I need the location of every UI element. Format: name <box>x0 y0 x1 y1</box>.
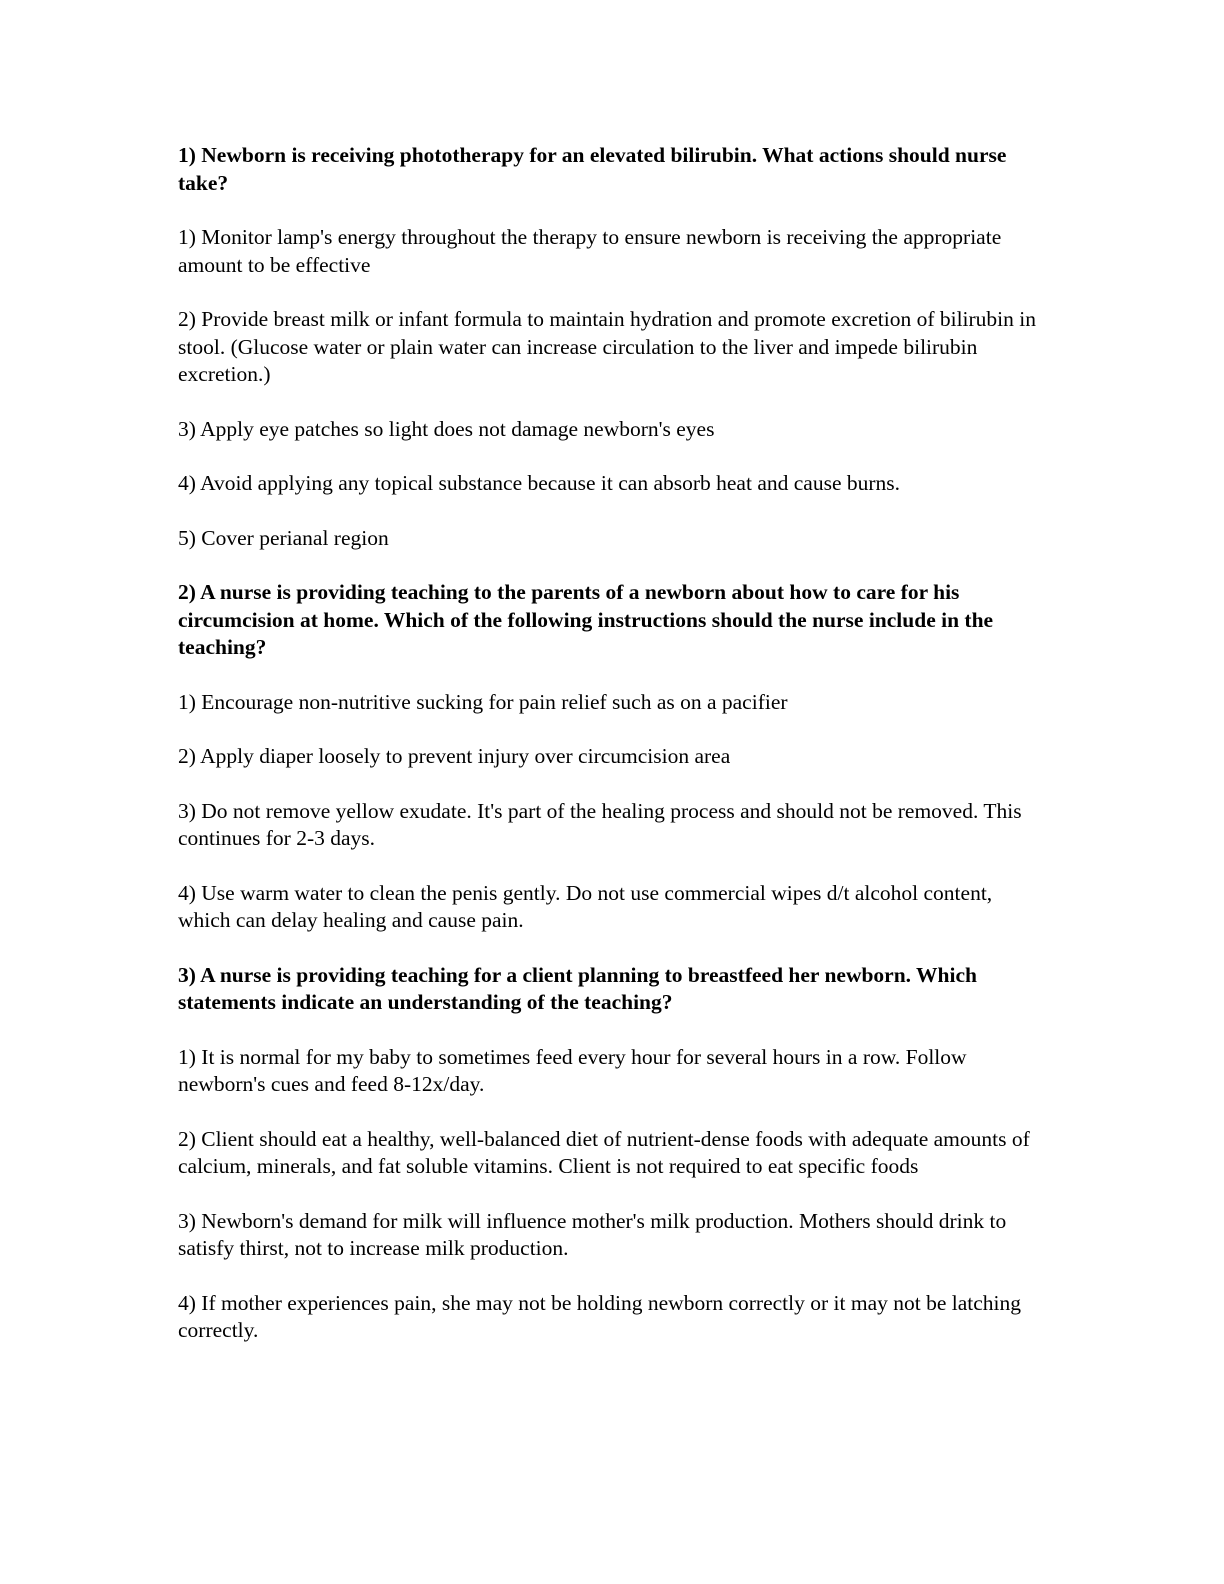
question-1: 1) Newborn is receiving phototherapy for an elevated bilirubin. What actions should nurse take? <box>178 143 1007 195</box>
answer-1-4: 4) Avoid applying any topical substance because it can absorb heat and cause burns. <box>178 471 901 495</box>
answer-3-2: 2) Client should eat a healthy, well-balanced diet of nutrient-dense foods with adequate amounts of calcium, minerals, and fat soluble vitamins. Client is not required to eat specific foods <box>178 1126 1030 1178</box>
answer-2-4: 4) Use warm water to clean the penis gently. Do not use commercial wipes d/t alcohol content, which can delay healing and cause pain. <box>178 880 993 932</box>
answer-2-1: 1) Encourage non-nutritive sucking for pain relief such as on a pacifier <box>178 689 788 714</box>
document-page <box>178 142 1048 1372</box>
answer-2-3: 3) Do not remove yellow exudate. It's part of the healing process and should not be removed. This continues for 2-3 days. <box>178 798 1022 850</box>
answer-1-2: 2) Provide breast milk or infant formula to maintain hydration and promote excretion of bilirubin in stool. (Glucose water or plain water can increase circulation to the liver and impede bilirubin excretion.) <box>178 307 1037 386</box>
answer-2-2: 2) Apply diaper loosely to prevent injury over circumcision area <box>178 744 731 768</box>
answer-3-4: 4) If mother experiences pain, she may not be holding newborn correctly or it may not be latching correctly. <box>178 1290 1022 1342</box>
answer-3-1: 1) It is normal for my baby to sometimes feed every hour for several hours in a row. Follow newborn's cues and feed 8-12x/day. <box>178 1044 967 1096</box>
answer-1-3: 3) Apply eye patches so light does not damage newborn's eyes <box>178 416 715 441</box>
answer-3-3: 3) Newborn's demand for milk will influence mother's milk production. Mothers should drink to satisfy thirst, not to increase milk production. <box>178 1208 1007 1260</box>
question-3: 3) A nurse is providing teaching for a client planning to breastfeed her newborn. Which statements indicate an understanding of the teaching? <box>178 962 977 1014</box>
answer-1-1: 1) Monitor lamp's energy throughout the therapy to ensure newborn is receiving the appropriate amount to be effective <box>178 225 1002 277</box>
question-2: 2) A nurse is providing teaching to the parents of a newborn about how to care for his circumcision at home. Which of the following instructions should the nurse include in the teaching? <box>178 580 994 659</box>
answer-1-5: 5) Cover perianal region <box>178 525 389 550</box>
